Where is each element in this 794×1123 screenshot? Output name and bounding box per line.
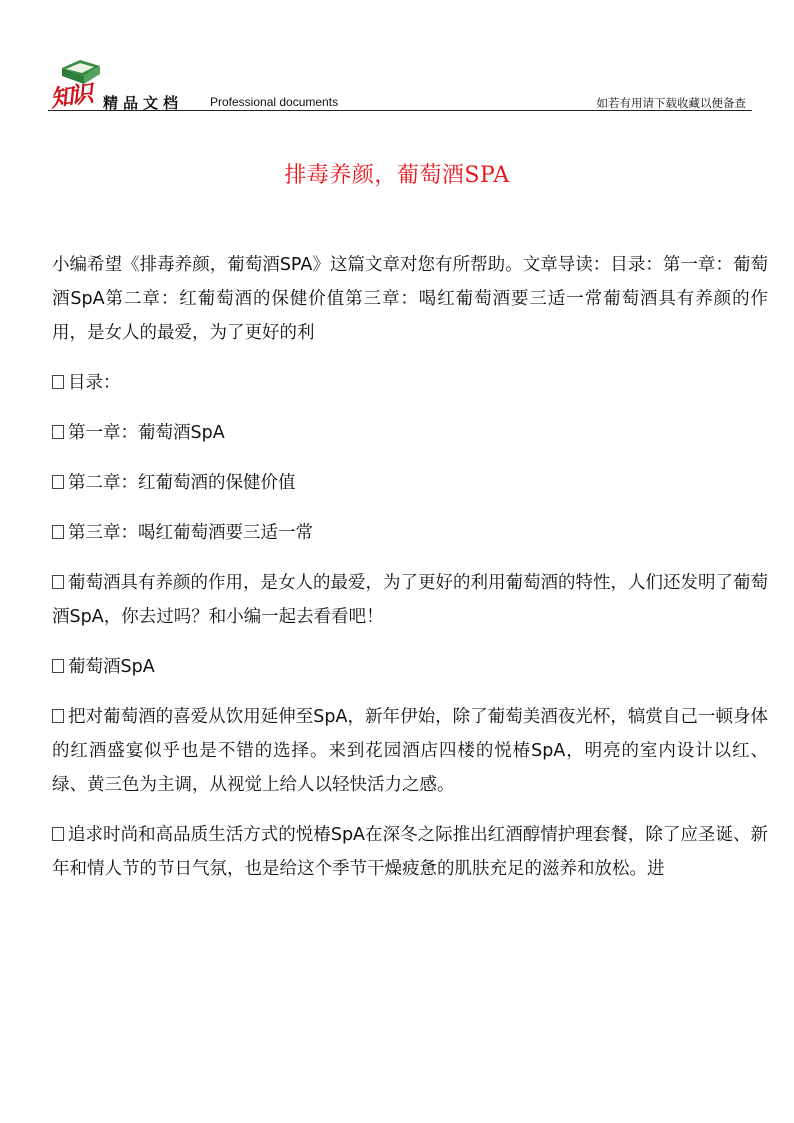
toc-item bbox=[52, 466, 768, 500]
intro-paragraph bbox=[52, 248, 768, 350]
toc-item bbox=[52, 416, 768, 450]
checkbox-icon bbox=[52, 709, 64, 723]
paragraph-text: 第一章：葡萄酒SpA bbox=[68, 423, 225, 443]
paragraph-text: 把对葡萄酒的喜爱从饮用延伸至SpA，新年伊始，除了葡萄美酒夜光杯，犒赏自己一顿身体的红酒盛宴似乎也是不错的选择。来到花园酒店四楼的悦椿SpA，明亮的室内设计以红、绿、黄三色为主调，从视觉上给人以轻快活力之感。 bbox=[52, 707, 768, 795]
brand-name: 精品文档 bbox=[103, 94, 184, 112]
body-paragraph bbox=[52, 566, 768, 634]
logo-text: 知识 bbox=[48, 80, 92, 113]
paragraph-text: 第二章：红葡萄酒的保健价值 bbox=[68, 473, 296, 493]
brand-subtitle: Professional documents bbox=[210, 95, 339, 109]
checkbox-icon bbox=[52, 659, 64, 673]
header-divider bbox=[48, 110, 752, 111]
checkbox-icon bbox=[52, 425, 64, 439]
logo bbox=[48, 54, 104, 113]
paragraph-text: 葡萄酒SpA bbox=[68, 657, 155, 677]
checkbox-icon bbox=[52, 475, 64, 489]
checkbox-icon bbox=[52, 525, 64, 539]
body-paragraph bbox=[52, 818, 768, 886]
body-paragraph bbox=[52, 700, 768, 802]
toc-heading bbox=[52, 366, 768, 400]
paragraph-text: 小编希望《排毒养颜，葡萄酒SPA》这篇文章对您有所帮助。文章导读：目录：第一章：葡萄酒SpA第二章：红葡萄酒的保健价值第三章：喝红葡萄酒要三适一常葡萄酒具有养颜的作用，是女人的最爱，为了更好的利 bbox=[52, 255, 768, 343]
page-header bbox=[48, 54, 752, 113]
paragraph-text: 葡萄酒具有养颜的作用，是女人的最爱，为了更好的利用葡萄酒的特性，人们还发明了葡萄酒SpA，你去过吗？和小编一起去看看吧！ bbox=[52, 573, 768, 627]
paragraph-text: 追求时尚和高品质生活方式的悦椿SpA在深冬之际推出红酒醇情护理套餐，除了应圣诞、新年和情人节的节日气氛，也是给这个季节干燥疲惫的肌肤充足的滋养和放松。进 bbox=[52, 825, 768, 879]
header-note: 如若有用请下载收藏以便备查 bbox=[596, 96, 746, 110]
document-body bbox=[52, 248, 768, 902]
checkbox-icon bbox=[52, 375, 64, 389]
checkbox-icon bbox=[52, 827, 64, 841]
checkbox-icon bbox=[52, 575, 64, 589]
paragraph-text: 目录： bbox=[68, 373, 121, 393]
paragraph-text: 第三章：喝红葡萄酒要三适一常 bbox=[68, 523, 313, 543]
toc-item bbox=[52, 516, 768, 550]
document-title: 排毒养颜，葡萄酒SPA bbox=[284, 163, 510, 188]
section-heading bbox=[52, 650, 768, 684]
